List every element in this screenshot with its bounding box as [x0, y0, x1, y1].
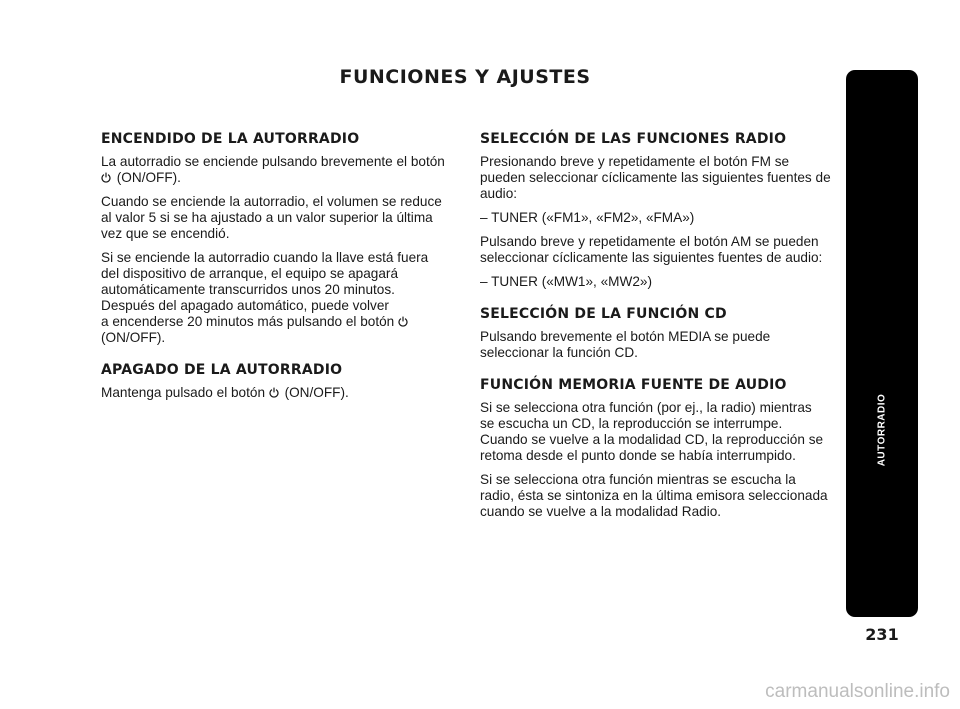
paragraph	[480, 329, 840, 361]
text-line: seleccionar cíclicamente las siguientes fuentes de audio:	[480, 250, 823, 265]
text-line: – TUNER («MW1», «MW2»)	[480, 274, 652, 289]
text-line: automáticamente transcurridos unos 20 minutos.	[101, 282, 395, 297]
side-tab-label: AUTORRADIO	[876, 393, 888, 467]
text-line: Si se selecciona otra función mientras se escucha la	[480, 472, 796, 487]
section-side-tab	[846, 70, 918, 617]
paragraph	[101, 154, 461, 186]
page-number: 231	[865, 625, 899, 644]
text-line: Cuando se enciende la autorradio, el volumen se reduce	[101, 194, 442, 209]
power-icon	[398, 316, 408, 327]
section-heading-memoria-fuente: FUNCIÓN MEMORIA FUENTE DE AUDIO	[480, 377, 787, 393]
text-line: retoma desde el punto donde se había interrumpido.	[480, 448, 796, 463]
text-line: La autorradio se enciende pulsando brevemente el botón	[101, 154, 445, 169]
text-line: Cuando se vuelve a la modalidad CD, la reproducción se	[480, 432, 824, 447]
paragraph	[480, 210, 840, 226]
paragraph	[480, 154, 840, 202]
text-line: (ON/OFF).	[101, 330, 166, 345]
paragraph	[480, 234, 840, 266]
text-line: (ON/OFF).	[284, 385, 349, 400]
text-line: Pulsando brevemente el botón MEDIA se puede	[480, 329, 771, 344]
page-title: FUNCIONES Y AJUSTES	[339, 66, 591, 88]
text-line: radio, ésta se sintoniza en la última emisora seleccionada	[480, 488, 828, 503]
text-line: Presionando breve y repetidamente el botón FM se	[480, 154, 790, 169]
text-line: (ON/OFF).	[116, 170, 181, 185]
paragraph	[480, 274, 840, 290]
section-heading-apagado: APAGADO DE LA AUTORRADIO	[101, 362, 343, 378]
text-line: cuando se vuelve a la modalidad Radio.	[480, 504, 722, 519]
section-heading-encendido: ENCENDIDO DE LA AUTORRADIO	[101, 131, 360, 147]
paragraph	[480, 472, 840, 520]
text-line: audio:	[480, 186, 518, 201]
text-line: Si se selecciona otra función (por ej., la radio) mientras	[480, 400, 812, 415]
left-column	[101, 131, 461, 409]
text-line: al valor 5 si se ha ajustado a un valor superior la última	[101, 210, 433, 225]
power-icon	[101, 172, 111, 183]
text-line: seleccionar la función CD.	[480, 345, 638, 360]
right-column	[480, 131, 840, 528]
paragraph	[101, 250, 461, 346]
paragraph	[101, 194, 461, 242]
text-line: Mantenga pulsado el botón	[101, 385, 266, 400]
paragraph	[480, 400, 840, 464]
section-heading-funcion-cd: SELECCIÓN DE LA FUNCIÓN CD	[480, 306, 727, 322]
text-line: Después del apagado automático, puede volver	[101, 298, 389, 313]
text-line: del dispositivo de arranque, el equipo se apagará	[101, 266, 399, 281]
text-line: a encenderse 20 minutos más pulsando el botón	[101, 314, 395, 329]
text-line: Pulsando breve y repetidamente el botón AM se pueden	[480, 234, 819, 249]
watermark: carmanualsonline.info	[765, 681, 950, 702]
section-heading-funciones-radio: SELECCIÓN DE LAS FUNCIONES RADIO	[480, 131, 787, 147]
text-line: vez que se encendió.	[101, 226, 230, 241]
paragraph	[101, 385, 461, 401]
text-line: pueden seleccionar cíclicamente las siguientes fuentes de	[480, 170, 831, 185]
power-icon	[269, 387, 279, 398]
text-line: se escucha un CD, la reproducción se interrumpe.	[480, 416, 783, 431]
text-line: – TUNER («FM1», «FM2», «FMA»)	[480, 210, 695, 225]
text-line: Si se enciende la autorradio cuando la llave está fuera	[101, 250, 429, 265]
